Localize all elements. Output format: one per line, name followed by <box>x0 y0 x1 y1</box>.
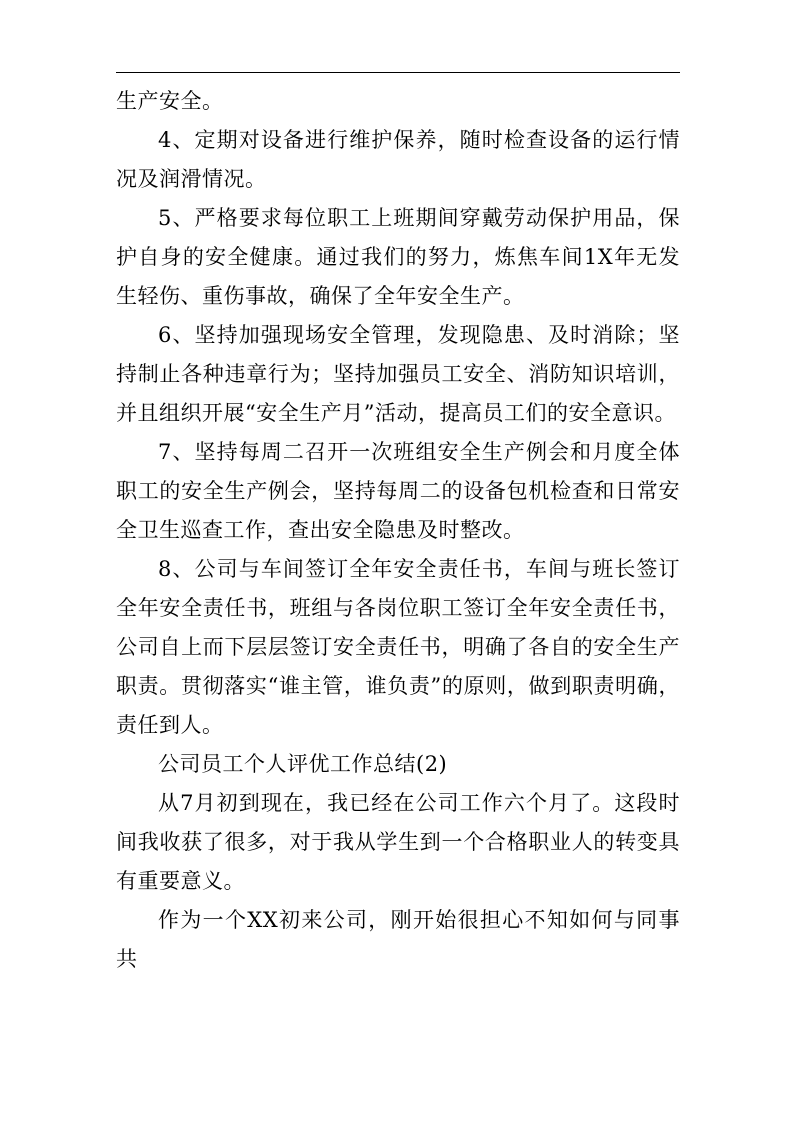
paragraph: 4、定期对设备进行维护保养，随时检查设备的运行情况及润滑情况。 <box>116 128 680 191</box>
paragraph: 6、坚持加强现场安全管理，发现隐患、及时消除；坚持制止各种违章行为；坚持加强员工安全、消防知识培训，并且组织开展“安全生产月”活动，提高员工们的安全意识。 <box>116 323 680 425</box>
paragraph: 从7月初到现在，我已经在公司工作六个月了。这段时间我收获了很多，对于我从学生到一个合格职业人的转变具有重要意义。 <box>116 791 680 893</box>
paragraph: 生产安全。 <box>116 89 224 113</box>
paragraph: 5、严格要求每位职工上班期间穿戴劳动保护用品，保护自身的安全健康。通过我们的努力，炼焦车间1X年无发生轻伤、重伤事故，确保了全年安全生产。 <box>116 206 680 308</box>
paragraph: 8、公司与车间签订全年安全责任书，车间与班长签订全年安全责任书，班组与各岗位职工签订全年安全责任书，公司自上而下层层签订安全责任书，明确了各自的安全生产职责。贯彻落实“谁主管，谁负责”的原则，做到职责明确，责任到人。 <box>116 557 680 737</box>
header-rule <box>116 72 680 73</box>
document-body <box>116 82 680 979</box>
paragraph: 7、坚持每周二召开一次班组安全生产例会和月度全体职工的安全生产例会，坚持每周二的设备包机检查和日常安全卫生巡查工作，查出安全隐患及时整改。 <box>116 440 680 542</box>
section-heading: 公司员工个人评优工作总结(2) <box>158 752 448 776</box>
paragraph: 作为一个XX初来公司，刚开始很担心不知如何与同事共 <box>116 908 680 971</box>
